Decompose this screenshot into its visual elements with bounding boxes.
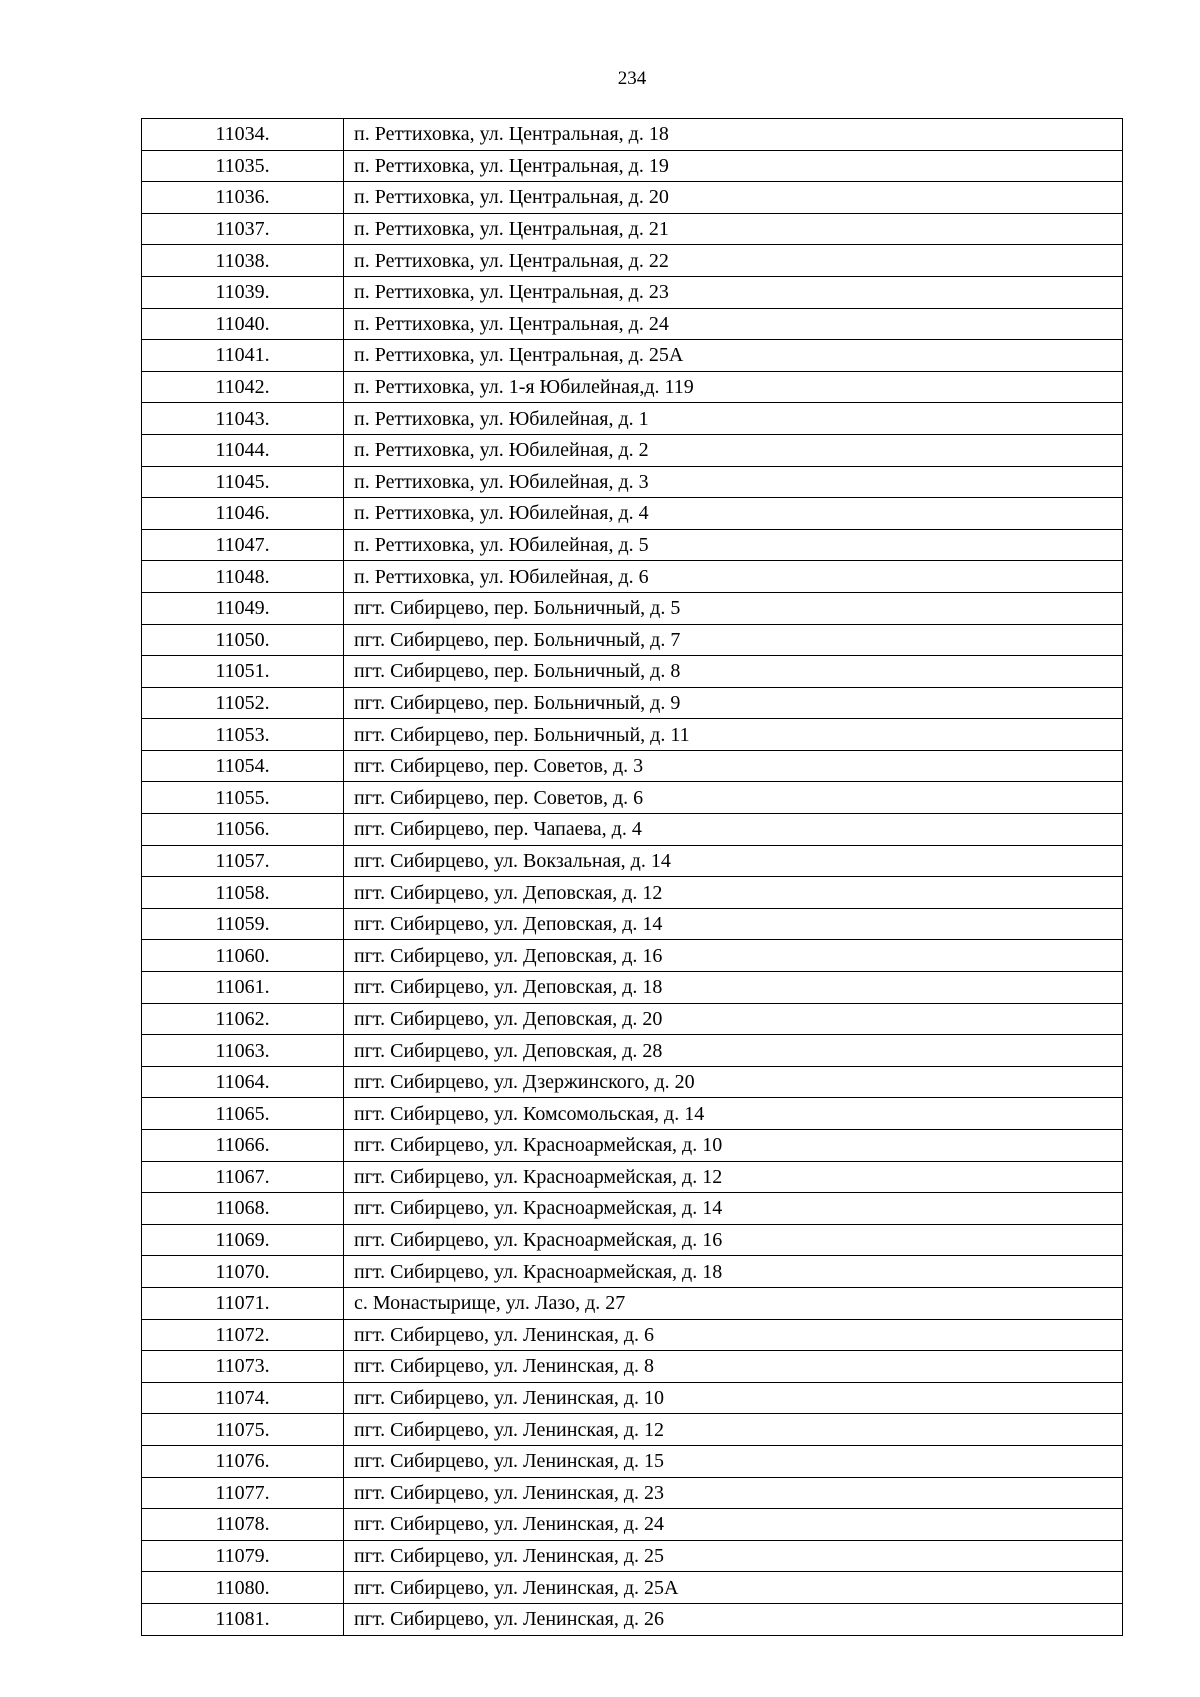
address-cell: пгт. Сибирцево, ул. Деповская, д. 12: [344, 877, 1123, 909]
address-cell: пгт. Сибирцево, ул. Красноармейская, д. 18: [344, 1256, 1123, 1288]
table-row: [142, 656, 1123, 688]
address-cell: пгт. Сибирцево, пер. Больничный, д. 9: [344, 687, 1123, 719]
row-number-cell: 11042.: [142, 371, 344, 403]
row-number-cell: 11056.: [142, 814, 344, 846]
address-cell: пгт. Сибирцево, ул. Ленинская, д. 15: [344, 1445, 1123, 1477]
row-number-cell: 11039.: [142, 276, 344, 308]
address-cell: пгт. Сибирцево, ул. Ленинская, д. 23: [344, 1477, 1123, 1509]
address-cell: пгт. Сибирцево, ул. Красноармейская, д. 12: [344, 1161, 1123, 1193]
row-number-cell: 11058.: [142, 877, 344, 909]
table-row: [142, 340, 1123, 372]
table-row: [142, 877, 1123, 909]
address-cell: п. Реттиховка, ул. Центральная, д. 25А: [344, 340, 1123, 372]
row-number-cell: 11061.: [142, 972, 344, 1004]
table-row: [142, 814, 1123, 846]
address-cell: пгт. Сибирцево, пер. Советов, д. 3: [344, 750, 1123, 782]
table-row: [142, 940, 1123, 972]
table-row: [142, 276, 1123, 308]
table-row: [142, 1477, 1123, 1509]
address-cell: пгт. Сибирцево, ул. Ленинская, д. 6: [344, 1319, 1123, 1351]
table-row: [142, 624, 1123, 656]
row-number-cell: 11067.: [142, 1161, 344, 1193]
table-row: [142, 1066, 1123, 1098]
address-cell: пгт. Сибирцево, ул. Деповская, д. 28: [344, 1035, 1123, 1067]
address-cell: пгт. Сибирцево, ул. Ленинская, д. 26: [344, 1603, 1123, 1635]
address-cell: пгт. Сибирцево, ул. Ленинская, д. 24: [344, 1509, 1123, 1541]
table-row: [142, 972, 1123, 1004]
row-number-cell: 11062.: [142, 1003, 344, 1035]
address-cell: пгт. Сибирцево, пер. Больничный, д. 5: [344, 592, 1123, 624]
row-number-cell: 11034.: [142, 119, 344, 151]
address-table: [141, 118, 1123, 1636]
row-number-cell: 11063.: [142, 1035, 344, 1067]
row-number-cell: 11055.: [142, 782, 344, 814]
row-number-cell: 11076.: [142, 1445, 344, 1477]
table-row: [142, 1256, 1123, 1288]
row-number-cell: 11071.: [142, 1287, 344, 1319]
address-cell: п. Реттиховка, ул. Юбилейная, д. 3: [344, 466, 1123, 498]
table-row: [142, 308, 1123, 340]
row-number-cell: 11050.: [142, 624, 344, 656]
row-number-cell: 11065.: [142, 1098, 344, 1130]
address-cell: п. Реттиховка, ул. Центральная, д. 21: [344, 213, 1123, 245]
table-row: [142, 182, 1123, 214]
row-number-cell: 11035.: [142, 150, 344, 182]
table-row: [142, 1098, 1123, 1130]
address-table-body: [142, 119, 1123, 1636]
address-cell: пгт. Сибирцево, ул. Ленинская, д. 25А: [344, 1572, 1123, 1604]
table-row: [142, 466, 1123, 498]
address-cell: п. Реттиховка, ул. Центральная, д. 19: [344, 150, 1123, 182]
table-row: [142, 1319, 1123, 1351]
row-number-cell: 11043.: [142, 403, 344, 435]
row-number-cell: 11037.: [142, 213, 344, 245]
table-row: [142, 529, 1123, 561]
table-row: [142, 1351, 1123, 1383]
address-cell: пгт. Сибирцево, пер. Больничный, д. 11: [344, 719, 1123, 751]
address-cell: пгт. Сибирцево, ул. Дзержинского, д. 20: [344, 1066, 1123, 1098]
row-number-cell: 11077.: [142, 1477, 344, 1509]
address-cell: пгт. Сибирцево, ул. Деповская, д. 14: [344, 908, 1123, 940]
table-row: [142, 750, 1123, 782]
row-number-cell: 11049.: [142, 592, 344, 624]
row-number-cell: 11048.: [142, 561, 344, 593]
address-cell: п. Реттиховка, ул. Центральная, д. 20: [344, 182, 1123, 214]
table-row: [142, 371, 1123, 403]
address-cell: п. Реттиховка, ул. Юбилейная, д. 4: [344, 498, 1123, 530]
table-row: [142, 403, 1123, 435]
address-cell: пгт. Сибирцево, пер. Советов, д. 6: [344, 782, 1123, 814]
row-number-cell: 11041.: [142, 340, 344, 372]
table-row: [142, 1161, 1123, 1193]
row-number-cell: 11040.: [142, 308, 344, 340]
table-row: [142, 1224, 1123, 1256]
address-cell: п. Реттиховка, ул. 1-я Юбилейная,д. 119: [344, 371, 1123, 403]
table-row: [142, 719, 1123, 751]
page-number: 234: [617, 68, 647, 89]
row-number-cell: 11060.: [142, 940, 344, 972]
row-number-cell: 11046.: [142, 498, 344, 530]
row-number-cell: 11081.: [142, 1603, 344, 1635]
row-number-cell: 11075.: [142, 1414, 344, 1446]
row-number-cell: 11044.: [142, 434, 344, 466]
table-row: [142, 119, 1123, 151]
address-cell: п. Реттиховка, ул. Юбилейная, д. 5: [344, 529, 1123, 561]
table-row: [142, 1414, 1123, 1446]
table-row: [142, 1509, 1123, 1541]
row-number-cell: 11072.: [142, 1319, 344, 1351]
table-row: [142, 1382, 1123, 1414]
row-number-cell: 11052.: [142, 687, 344, 719]
table-row: [142, 1035, 1123, 1067]
address-cell: пгт. Сибирцево, ул. Ленинская, д. 10: [344, 1382, 1123, 1414]
table-row: [142, 1193, 1123, 1225]
table-row: [142, 592, 1123, 624]
address-cell: пгт. Сибирцево, ул. Комсомольская, д. 14: [344, 1098, 1123, 1130]
address-cell: пгт. Сибирцево, ул. Ленинская, д. 12: [344, 1414, 1123, 1446]
row-number-cell: 11073.: [142, 1351, 344, 1383]
table-row: [142, 434, 1123, 466]
table-row: [142, 213, 1123, 245]
row-number-cell: 11074.: [142, 1382, 344, 1414]
address-cell: п. Реттиховка, ул. Центральная, д. 23: [344, 276, 1123, 308]
row-number-cell: 11079.: [142, 1540, 344, 1572]
row-number-cell: 11036.: [142, 182, 344, 214]
table-row: [142, 1130, 1123, 1162]
row-number-cell: 11051.: [142, 656, 344, 688]
row-number-cell: 11078.: [142, 1509, 344, 1541]
table-row: [142, 845, 1123, 877]
row-number-cell: 11047.: [142, 529, 344, 561]
table-row: [142, 150, 1123, 182]
row-number-cell: 11069.: [142, 1224, 344, 1256]
address-cell: пгт. Сибирцево, пер. Больничный, д. 7: [344, 624, 1123, 656]
address-cell: пгт. Сибирцево, ул. Деповская, д. 16: [344, 940, 1123, 972]
table-row: [142, 1572, 1123, 1604]
row-number-cell: 11054.: [142, 750, 344, 782]
row-number-cell: 11059.: [142, 908, 344, 940]
table-row: [142, 245, 1123, 277]
row-number-cell: 11053.: [142, 719, 344, 751]
row-number-cell: 11080.: [142, 1572, 344, 1604]
address-cell: пгт. Сибирцево, ул. Красноармейская, д. 14: [344, 1193, 1123, 1225]
row-number-cell: 11064.: [142, 1066, 344, 1098]
table-row: [142, 1540, 1123, 1572]
row-number-cell: 11038.: [142, 245, 344, 277]
address-cell: пгт. Сибирцево, ул. Ленинская, д. 8: [344, 1351, 1123, 1383]
address-cell: пгт. Сибирцево, ул. Красноармейская, д. 16: [344, 1224, 1123, 1256]
address-cell: пгт. Сибирцево, ул. Вокзальная, д. 14: [344, 845, 1123, 877]
table-row: [142, 1603, 1123, 1635]
address-cell: пгт. Сибирцево, ул. Ленинская, д. 25: [344, 1540, 1123, 1572]
table-row: [142, 561, 1123, 593]
table-row: [142, 687, 1123, 719]
table-row: [142, 1287, 1123, 1319]
address-cell: пгт. Сибирцево, ул. Деповская, д. 20: [344, 1003, 1123, 1035]
address-cell: п. Реттиховка, ул. Центральная, д. 24: [344, 308, 1123, 340]
address-cell: п. Реттиховка, ул. Юбилейная, д. 1: [344, 403, 1123, 435]
address-cell: с. Монастырище, ул. Лазо, д. 27: [344, 1287, 1123, 1319]
row-number-cell: 11045.: [142, 466, 344, 498]
address-cell: пгт. Сибирцево, пер. Больничный, д. 8: [344, 656, 1123, 688]
address-cell: пгт. Сибирцево, ул. Деповская, д. 18: [344, 972, 1123, 1004]
row-number-cell: 11068.: [142, 1193, 344, 1225]
address-cell: пгт. Сибирцево, ул. Красноармейская, д. 10: [344, 1130, 1123, 1162]
address-cell: пгт. Сибирцево, пер. Чапаева, д. 4: [344, 814, 1123, 846]
table-row: [142, 782, 1123, 814]
table-row: [142, 1003, 1123, 1035]
address-cell: п. Реттиховка, ул. Центральная, д. 18: [344, 119, 1123, 151]
address-cell: п. Реттиховка, ул. Юбилейная, д. 2: [344, 434, 1123, 466]
row-number-cell: 11057.: [142, 845, 344, 877]
row-number-cell: 11066.: [142, 1130, 344, 1162]
address-cell: п. Реттиховка, ул. Юбилейная, д. 6: [344, 561, 1123, 593]
address-cell: п. Реттиховка, ул. Центральная, д. 22: [344, 245, 1123, 277]
table-row: [142, 908, 1123, 940]
table-row: [142, 498, 1123, 530]
row-number-cell: 11070.: [142, 1256, 344, 1288]
table-row: [142, 1445, 1123, 1477]
